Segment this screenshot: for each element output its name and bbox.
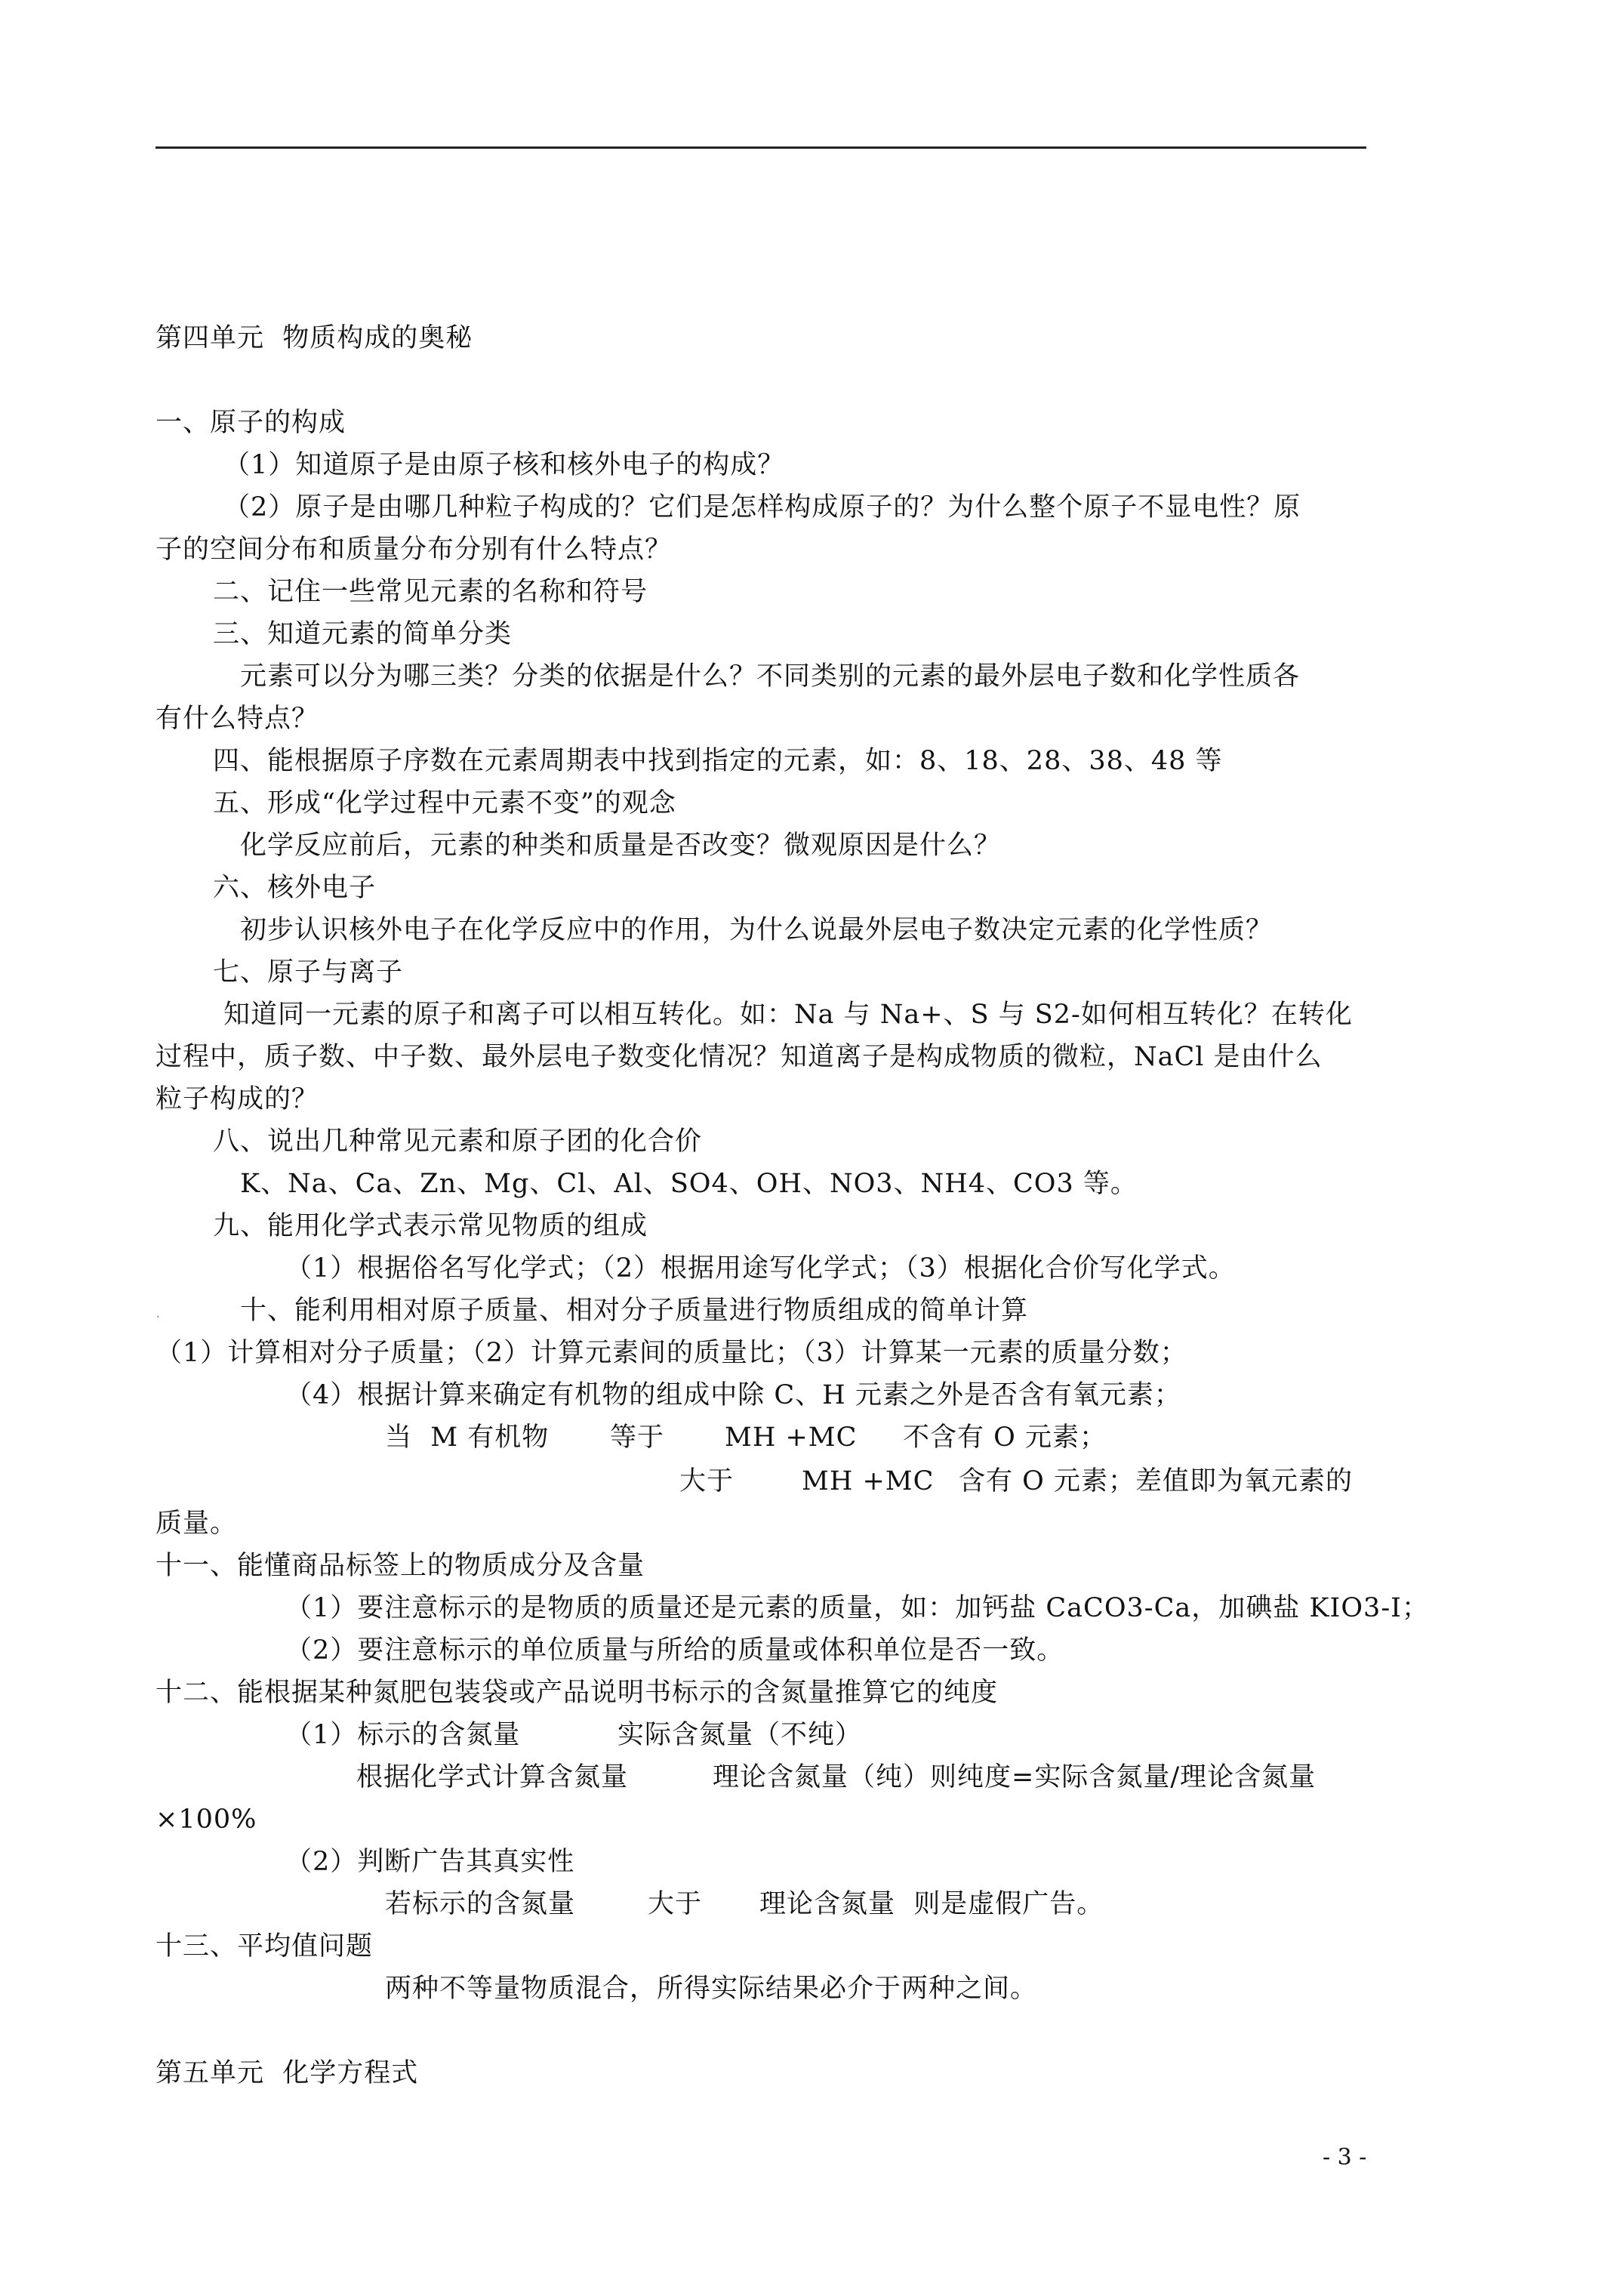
s10-p2: （4）根据计算来确定有机物的组成中除 C、H 元素之外是否含有氧元素； xyxy=(285,1380,1181,1410)
unit4-title: 第四单元 物质构成的奥秘 xyxy=(156,323,473,353)
s12-p5b: 大于 xyxy=(648,1889,703,1919)
s12-heading: 十二、能根据某种氮肥包装袋或产品说明书标示的含氮量推算它的纯度 xyxy=(156,1678,999,1708)
s12-p5a: 若标示的含氮量 xyxy=(385,1889,576,1919)
s13-p1: 两种不等量物质混合，所得实际结果必介于两种之间。 xyxy=(385,1974,1038,2004)
s12-p1b: 实际含氮量（不纯） xyxy=(617,1720,863,1750)
s12-p4: （2）判断广告其真实性 xyxy=(285,1847,575,1877)
s10-row2-b: 大于 xyxy=(679,1466,735,1496)
s10-row1-a: 当 M 有机物 xyxy=(385,1422,550,1453)
s7-p1a: 知道同一元素的原子和离子可以相互转化。如：Na 与 Na+、S 与 S2-如何相互转化？在转化 xyxy=(223,1000,1353,1030)
s5-p1: 化学反应前后，元素的种类和质量是否改变？微观原因是什么？ xyxy=(240,831,1002,861)
s1-heading: 一、原子的构成 xyxy=(156,408,346,438)
s10-row1-d: 不含有 O 元素； xyxy=(903,1422,1107,1453)
s9-p1: （1）根据俗名写化学式；（2）根据用途写化学式；（3）根据化合价写化学式。 xyxy=(285,1253,1236,1284)
s8-p1: K、Na、Ca、Zn、Mg、Cl、Al、SO4、OH、NO3、NH4、CO3 等。 xyxy=(240,1169,1138,1199)
s3-p1a: 元素可以分为哪三类？分类的依据是什么？不同类别的元素的最外层电子数和化学性质各 xyxy=(240,661,1301,692)
unit5-title: 第五单元 化学方程式 xyxy=(156,2058,419,2088)
s8-heading: 八、说出几种常见元素和原子团的化合价 xyxy=(213,1126,703,1157)
header-rule xyxy=(156,146,1366,149)
s1-p2b: 子的空间分布和质量分布分别有什么特点？ xyxy=(156,535,673,565)
s10-marker: . xyxy=(156,1303,161,1321)
s12-p5c: 理论含氮量 则是虚假广告。 xyxy=(759,1889,1104,1919)
s9-heading: 九、能用化学式表示常见物质的组成 xyxy=(213,1211,648,1241)
s12-p2b: 理论含氮量（纯）则纯度=实际含氮量/理论含氮量 xyxy=(713,1762,1317,1792)
s11-heading: 十一、能懂商品标签上的物质成分及含量 xyxy=(156,1551,645,1581)
s7-p1c: 粒子构成的？ xyxy=(156,1084,319,1114)
s13-heading: 十三、平均值问题 xyxy=(156,1931,374,1962)
s4-heading: 四、能根据原子序数在元素周期表中找到指定的元素，如：8、18、28、38、48 等 xyxy=(213,746,1223,776)
s6-heading: 六、核外电子 xyxy=(213,873,377,903)
s10-heading: 十、能利用相对原子质量、相对分子质量进行物质组成的简单计算 xyxy=(240,1296,1029,1326)
s10-row2-c: MH +MC xyxy=(802,1466,935,1496)
s10-p1: （1）计算相对分子质量；（2）计算元素间的质量比；（3）计算某一元素的质量分数； xyxy=(156,1338,1187,1368)
s1-p1: （1）知道原子是由原子核和核外电子的构成？ xyxy=(223,450,785,480)
s12-p1a: （1）标示的含氮量 xyxy=(285,1720,521,1750)
s10-row1-c: MH +MC xyxy=(725,1422,858,1453)
s6-p1: 初步认识核外电子在化学反应中的作用，为什么说最外层电子数决定元素的化学性质？ xyxy=(240,915,1273,945)
s7-p1b: 过程中，质子数、中子数、最外层电子数变化情况？知道离子是构成物质的微粒，NaCl 是由什么 xyxy=(156,1042,1323,1072)
s11-p1: （1）要注意标示的是物质的质量还是元素的质量，如：加钙盐 CaCO3-Ca，加碘盐 KIO3-I； xyxy=(285,1593,1429,1623)
s7-heading: 七、原子与离子 xyxy=(213,957,404,988)
s10-row1-b: 等于 xyxy=(610,1422,665,1453)
s12-p2a: 根据化学式计算含氮量 xyxy=(356,1762,629,1792)
s10-row2-d: 含有 O 元素；差值即为氧元素的 xyxy=(959,1466,1353,1496)
s12-p3: ×100% xyxy=(156,1804,257,1835)
s5-heading: 五、形成“化学过程中元素不变”的观念 xyxy=(213,788,676,818)
s10-p3: 质量。 xyxy=(156,1509,238,1539)
s11-p2: （2）要注意标示的单位质量与所给的质量或体积单位是否一致。 xyxy=(285,1635,1064,1666)
s3-heading: 三、知道元素的简单分类 xyxy=(213,619,513,649)
page-number: - 3 - xyxy=(1323,2144,1367,2171)
s1-p2a: （2）原子是由哪几种粒子构成的？它们是怎样构成原子的？为什么整个原子不显电性？原 xyxy=(223,492,1301,522)
s2-heading: 二、记住一些常见元素的名称和符号 xyxy=(213,577,648,607)
s3-p1b: 有什么特点？ xyxy=(156,704,319,734)
